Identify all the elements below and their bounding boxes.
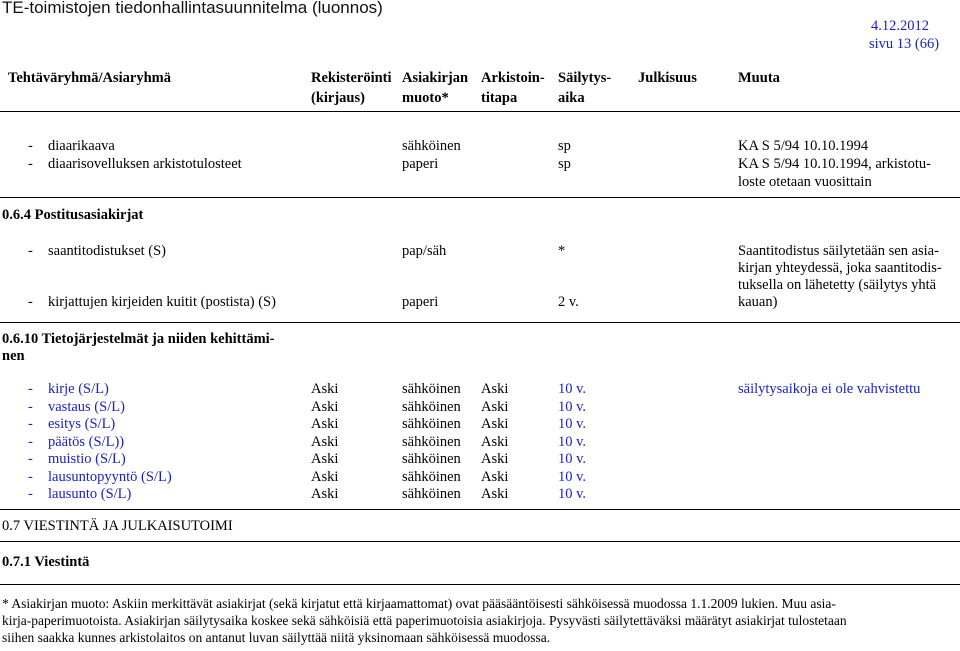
format-value: sähköinen (402, 399, 461, 415)
list-item: - diaarisovelluksen arkistotulosteet (28, 156, 242, 172)
section-heading: 0.7 VIESTINTÄ JA JULKAISUTOIMI (2, 518, 233, 534)
registration-value: Aski (311, 399, 339, 415)
header-registration: Rekisteröinti (kirjaus) (311, 70, 392, 106)
header-retention-time: Säilytys- aika (558, 70, 612, 106)
header-task-group: Tehtäväryhmä/Asiaryhmä (8, 70, 171, 86)
retention-value: 10 v. (558, 486, 587, 502)
registration-value: Aski (311, 486, 339, 502)
registration-value: Aski (311, 451, 339, 467)
footnote-line: kirja-paperimuotoista. Asiakirjan säilytysaika koskee sekä sähköisiä että paperimuotoisia asiakirjoja. Pysyvästi säilytettäväksi määrätyt asiakirjat tulostetaan (2, 613, 847, 628)
header-divider (0, 111, 960, 112)
document-title: TE-toimistojen tiedonhallintasuunnitelma (luonnos) (2, 0, 383, 17)
registration-value: Aski (311, 434, 339, 450)
footnote-line: siihen saakka kunnes arkistolaitos on antanut luvan säilyttää niitä yksinomaan sähköisessä muodossa. (2, 630, 551, 645)
format-value: sähköinen (402, 469, 461, 485)
note-line: KA S 5/94 10.10.1994, arkistotu- (738, 156, 931, 172)
header-archiving-method: Arkistoin- titapa (481, 70, 545, 106)
archiving-value: Aski (481, 469, 509, 485)
retention-value: 10 v. (558, 416, 587, 432)
list-item: - saantitodistukset (S) (28, 243, 167, 259)
retention-value: 2 v. (558, 294, 579, 310)
list-item: - vastaus (S/L) (28, 399, 125, 415)
section-heading: 0.7.1 Viestintä (2, 554, 90, 570)
note-line: loste otetaan vuosittain (738, 174, 872, 190)
list-item: - kirje (S/L) (28, 381, 109, 397)
note-line: tuksella on lähetetty (säilytys yhtä (738, 277, 937, 293)
retention-value: 10 v. (558, 451, 587, 467)
format-value: paperi (402, 156, 439, 172)
note-line: KA S 5/94 10.10.1994 (738, 138, 869, 154)
row-divider (0, 197, 960, 198)
format-value: sähköinen (402, 486, 461, 502)
archiving-value: Aski (481, 381, 509, 397)
archiving-value: Aski (481, 451, 509, 467)
row-divider (0, 322, 960, 323)
list-item: - lausunto (S/L) (28, 486, 132, 502)
format-value: pap/säh (402, 243, 447, 259)
header-publicity: Julkisuus (638, 70, 697, 86)
list-item: - diaarikaava (28, 138, 115, 154)
section-heading: 0.6.4 Postitusasiakirjat (2, 207, 144, 223)
retention-value: * (558, 243, 566, 259)
archiving-value: Aski (481, 434, 509, 450)
retention-value: 10 v. (558, 469, 587, 485)
registration-value: Aski (311, 381, 339, 397)
list-item: - muistio (S/L) (28, 451, 126, 467)
archiving-value: Aski (481, 399, 509, 415)
list-item: - päätös (S/L)) (28, 434, 125, 450)
list-item: - esitys (S/L) (28, 416, 116, 432)
note-line: kauan) (738, 294, 778, 310)
document-date: 4.12.2012 (871, 18, 929, 34)
row-divider (0, 541, 960, 542)
format-value: sähköinen (402, 138, 461, 154)
format-value: sähköinen (402, 434, 461, 450)
format-value: paperi (402, 294, 439, 310)
row-divider (0, 509, 960, 510)
retention-value: 10 v. (558, 381, 587, 397)
footnote-line: * Asiakirjan muoto: Askiin merkittävät asiakirjat (sekä kirjatut että kirjaamattomat) ovat pääsääntöisesti sähköisessä muodossa 1.1.2009 lukien. Muu asia- (2, 596, 836, 611)
registration-value: Aski (311, 469, 339, 485)
retention-value: sp (558, 138, 571, 154)
note-line: säilytysaikoja ei ole vahvistettu (738, 381, 921, 397)
retention-value: sp (558, 156, 571, 172)
header-document-format: Asiakirjan muoto* (402, 70, 469, 106)
list-item: - kirjattujen kirjeiden kuitit (postista) (S) (28, 294, 276, 310)
note-line: Saantitodistus säilytetään sen asia- (738, 243, 939, 259)
section-heading: 0.6.10 Tietojärjestelmät ja niiden kehittämi- (2, 331, 275, 347)
format-value: sähköinen (402, 416, 461, 432)
header-other: Muuta (738, 70, 780, 86)
list-item: - lausuntopyyntö (S/L) (28, 469, 172, 485)
row-divider (0, 584, 960, 585)
archiving-value: Aski (481, 486, 509, 502)
page-number: sivu 13 (66) (869, 36, 940, 52)
retention-value: 10 v. (558, 399, 587, 415)
archiving-value: Aski (481, 416, 509, 432)
retention-value: 10 v. (558, 434, 587, 450)
note-line: kirjan yhteydessä, joka saantitodis- (738, 260, 942, 276)
format-value: sähköinen (402, 381, 461, 397)
section-heading-continued: nen (2, 348, 25, 364)
format-value: sähköinen (402, 451, 461, 467)
registration-value: Aski (311, 416, 339, 432)
